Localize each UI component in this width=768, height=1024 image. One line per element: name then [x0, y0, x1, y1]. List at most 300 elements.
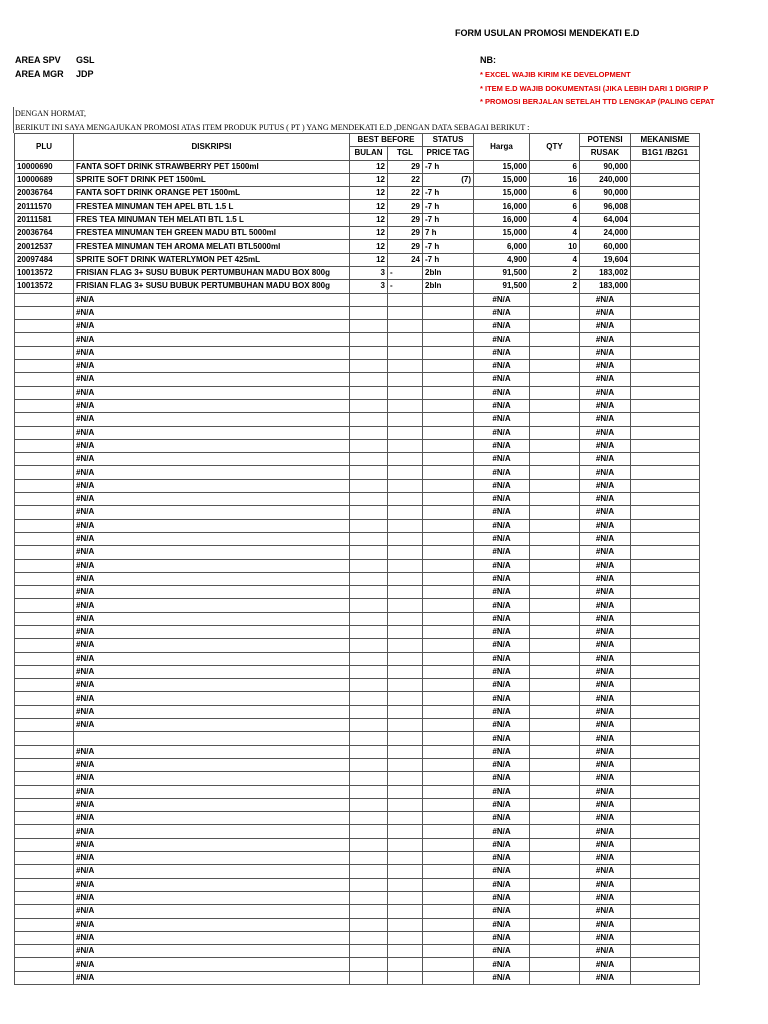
harga-cell: #N/A: [474, 931, 530, 944]
harga-cell: 6,000: [474, 240, 530, 253]
harga-cell: #N/A: [474, 785, 530, 798]
status-cell: [423, 852, 474, 865]
bulan-cell: [350, 679, 388, 692]
table-row: [15, 665, 700, 678]
status-cell: [423, 891, 474, 904]
harga-cell: 15,000: [474, 173, 530, 186]
qty-cell: [530, 705, 580, 718]
tgl-cell: [388, 466, 423, 479]
description-cell: FRESTEA MINUMAN TEH AROMA MELATI BTL5000ml: [74, 240, 350, 253]
tgl-cell: [388, 852, 423, 865]
harga-cell: #N/A: [474, 306, 530, 319]
status-cell: [423, 439, 474, 452]
status-cell: [423, 705, 474, 718]
table-row: [15, 333, 700, 346]
table-row: [15, 360, 700, 373]
description-cell: #N/A: [74, 453, 350, 466]
description-cell: #N/A: [74, 652, 350, 665]
status-cell: [423, 333, 474, 346]
tgl-cell: [388, 838, 423, 851]
status-cell: 2bln: [423, 266, 474, 279]
potensi-cell: #N/A: [580, 519, 631, 532]
qty-cell: [530, 386, 580, 399]
status-cell: [423, 692, 474, 705]
table-row: [15, 399, 700, 412]
tgl-cell: [388, 772, 423, 785]
bulan-cell: [350, 758, 388, 771]
qty-cell: [530, 293, 580, 306]
harga-cell: #N/A: [474, 878, 530, 891]
mekanisme-cell: [631, 200, 700, 213]
description-cell: #N/A: [74, 373, 350, 386]
plu-cell: [15, 586, 74, 599]
description-cell: #N/A: [74, 852, 350, 865]
bulan-cell: [350, 785, 388, 798]
potensi-cell: #N/A: [580, 958, 631, 971]
qty-cell: [530, 360, 580, 373]
description-cell: #N/A: [74, 838, 350, 851]
status-cell: [423, 745, 474, 758]
tgl-cell: [388, 453, 423, 466]
table-row: [15, 280, 700, 293]
table-row: [15, 945, 700, 958]
harga-cell: #N/A: [474, 692, 530, 705]
status-cell: [423, 625, 474, 638]
plu-cell: [15, 360, 74, 373]
harga-cell: #N/A: [474, 586, 530, 599]
description-cell: #N/A: [74, 493, 350, 506]
description-cell: #N/A: [74, 679, 350, 692]
table-row: [15, 386, 700, 399]
bulan-cell: [350, 958, 388, 971]
harga-cell: #N/A: [474, 546, 530, 559]
potensi-cell: #N/A: [580, 918, 631, 931]
harga-cell: #N/A: [474, 865, 530, 878]
status-cell: [423, 399, 474, 412]
bulan-cell: [350, 506, 388, 519]
tgl-cell: [388, 652, 423, 665]
status-cell: [423, 586, 474, 599]
plu-cell: [15, 413, 74, 426]
description-cell: #N/A: [74, 705, 350, 718]
qty-cell: [530, 373, 580, 386]
harga-cell: #N/A: [474, 532, 530, 545]
plu-cell: [15, 679, 74, 692]
description-cell: FRES TEA MINUMAN TEH MELATI BTL 1.5 L: [74, 213, 350, 226]
bulan-cell: [350, 918, 388, 931]
tgl-cell: [388, 878, 423, 891]
potensi-cell: #N/A: [580, 758, 631, 771]
status-cell: [423, 785, 474, 798]
bulan-cell: [350, 386, 388, 399]
table-row: [15, 958, 700, 971]
plu-cell: [15, 665, 74, 678]
status-cell: [423, 320, 474, 333]
description-cell: #N/A: [74, 426, 350, 439]
potensi-cell: #N/A: [580, 493, 631, 506]
bulan-cell: [350, 479, 388, 492]
mekanisme-cell: [631, 891, 700, 904]
left-border-line: [13, 107, 14, 133]
qty-cell: [530, 905, 580, 918]
tgl-cell: [388, 320, 423, 333]
harga-cell: #N/A: [474, 599, 530, 612]
qty-cell: [530, 612, 580, 625]
qty-cell: [530, 785, 580, 798]
table-row: [15, 705, 700, 718]
bulan-cell: [350, 306, 388, 319]
potensi-cell: #N/A: [580, 785, 631, 798]
mekanisme-cell: [631, 692, 700, 705]
qty-cell: [530, 320, 580, 333]
mekanisme-cell: [631, 599, 700, 612]
description-cell: SPRITE SOFT DRINK PET 1500mL: [74, 173, 350, 186]
description-cell: #N/A: [74, 479, 350, 492]
plu-cell: [15, 333, 74, 346]
harga-cell: #N/A: [474, 665, 530, 678]
header-status: STATUS: [423, 134, 474, 147]
mekanisme-cell: [631, 360, 700, 373]
table-row: [15, 785, 700, 798]
status-cell: [423, 306, 474, 319]
nb-note-1: * EXCEL WAJIB KIRIM KE DEVELOPMENT: [480, 70, 631, 79]
bulan-cell: 3: [350, 266, 388, 279]
potensi-cell: #N/A: [580, 360, 631, 373]
plu-cell: [15, 891, 74, 904]
qty-cell: [530, 852, 580, 865]
table-row: [15, 213, 700, 226]
qty-cell: [530, 878, 580, 891]
mekanisme-cell: [631, 413, 700, 426]
mekanisme-cell: [631, 266, 700, 279]
qty-cell: 4: [530, 253, 580, 266]
table-row: [15, 519, 700, 532]
status-cell: [423, 493, 474, 506]
potensi-cell: #N/A: [580, 599, 631, 612]
plu-cell: [15, 399, 74, 412]
header-deskripsi: DISKRIPSI: [74, 134, 350, 161]
bulan-cell: [350, 639, 388, 652]
harga-cell: #N/A: [474, 772, 530, 785]
bulan-cell: [350, 346, 388, 359]
potensi-cell: #N/A: [580, 665, 631, 678]
description-cell: #N/A: [74, 905, 350, 918]
bulan-cell: [350, 426, 388, 439]
description-cell: #N/A: [74, 931, 350, 944]
harga-cell: 16,000: [474, 213, 530, 226]
form-title: FORM USULAN PROMOSI MENDEKATI E.D: [455, 28, 640, 38]
qty-cell: [530, 945, 580, 958]
harga-cell: #N/A: [474, 439, 530, 452]
mekanisme-cell: [631, 825, 700, 838]
harga-cell: #N/A: [474, 625, 530, 638]
status-cell: -7 h: [423, 240, 474, 253]
description-cell: #N/A: [74, 772, 350, 785]
description-cell: #N/A: [74, 639, 350, 652]
potensi-cell: #N/A: [580, 373, 631, 386]
status-cell: [423, 546, 474, 559]
mekanisme-cell: [631, 253, 700, 266]
bulan-cell: [350, 532, 388, 545]
mekanisme-cell: [631, 532, 700, 545]
tgl-cell: [388, 572, 423, 585]
description-cell: SPRITE SOFT DRINK WATERLYMON PET 425mL: [74, 253, 350, 266]
status-cell: -7 h: [423, 253, 474, 266]
bulan-cell: 12: [350, 160, 388, 173]
potensi-cell: 183,002: [580, 266, 631, 279]
harga-cell: #N/A: [474, 466, 530, 479]
description-cell: #N/A: [74, 346, 350, 359]
plu-cell: [15, 719, 74, 732]
table-row: [15, 812, 700, 825]
plu-cell: [15, 293, 74, 306]
description-cell: FANTA SOFT DRINK STRAWBERRY PET 1500ml: [74, 160, 350, 173]
tgl-cell: [388, 519, 423, 532]
tgl-cell: [388, 373, 423, 386]
description-cell: #N/A: [74, 586, 350, 599]
harga-cell: #N/A: [474, 918, 530, 931]
mekanisme-cell: [631, 453, 700, 466]
table-row: [15, 320, 700, 333]
potensi-cell: #N/A: [580, 772, 631, 785]
harga-cell: 15,000: [474, 160, 530, 173]
description-cell: FANTA SOFT DRINK ORANGE PET 1500mL: [74, 187, 350, 200]
harga-cell: #N/A: [474, 758, 530, 771]
description-cell: #N/A: [74, 865, 350, 878]
potensi-cell: #N/A: [580, 931, 631, 944]
status-cell: [423, 758, 474, 771]
harga-cell: #N/A: [474, 333, 530, 346]
potensi-cell: 90,000: [580, 187, 631, 200]
mekanisme-cell: [631, 399, 700, 412]
tgl-cell: [388, 586, 423, 599]
potensi-cell: #N/A: [580, 639, 631, 652]
qty-cell: [530, 333, 580, 346]
table-row: [15, 652, 700, 665]
status-cell: [423, 665, 474, 678]
potensi-cell: #N/A: [580, 386, 631, 399]
potensi-cell: #N/A: [580, 612, 631, 625]
mekanisme-cell: [631, 652, 700, 665]
potensi-cell: 183,000: [580, 280, 631, 293]
header-qty: QTY: [530, 134, 580, 161]
plu-cell: [15, 572, 74, 585]
potensi-cell: #N/A: [580, 586, 631, 599]
mekanisme-cell: [631, 719, 700, 732]
qty-cell: [530, 732, 580, 745]
plu-cell: [15, 386, 74, 399]
table-row: [15, 506, 700, 519]
description-cell: #N/A: [74, 719, 350, 732]
harga-cell: 16,000: [474, 200, 530, 213]
qty-cell: [530, 413, 580, 426]
qty-cell: 2: [530, 280, 580, 293]
mekanisme-cell: [631, 918, 700, 931]
potensi-cell: #N/A: [580, 320, 631, 333]
plu-cell: 10013572: [15, 280, 74, 293]
plu-cell: [15, 838, 74, 851]
status-cell: [423, 426, 474, 439]
tgl-cell: [388, 333, 423, 346]
description-cell: #N/A: [74, 546, 350, 559]
plu-cell: [15, 306, 74, 319]
header-rusak: RUSAK: [580, 147, 631, 160]
potensi-cell: #N/A: [580, 559, 631, 572]
tgl-cell: [388, 958, 423, 971]
harga-cell: #N/A: [474, 559, 530, 572]
bulan-cell: [350, 559, 388, 572]
bulan-cell: [350, 413, 388, 426]
bulan-cell: [350, 373, 388, 386]
tgl-cell: [388, 479, 423, 492]
mekanisme-cell: [631, 546, 700, 559]
harga-cell: #N/A: [474, 413, 530, 426]
bulan-cell: 12: [350, 200, 388, 213]
harga-cell: #N/A: [474, 825, 530, 838]
mekanisme-cell: [631, 586, 700, 599]
description-cell: FRESTEA MINUMAN TEH GREEN MADU BTL 5000ml: [74, 227, 350, 240]
mekanisme-cell: [631, 705, 700, 718]
bulan-cell: [350, 612, 388, 625]
mekanisme-cell: [631, 333, 700, 346]
status-cell: [423, 559, 474, 572]
tgl-cell: 29: [388, 227, 423, 240]
status-cell: [423, 346, 474, 359]
mekanisme-cell: [631, 466, 700, 479]
table-row: [15, 745, 700, 758]
potensi-cell: 96,008: [580, 200, 631, 213]
status-cell: -7 h: [423, 160, 474, 173]
header-mekanisme-value: B1G1 /B2G1: [631, 147, 700, 160]
table-row: [15, 173, 700, 186]
harga-cell: 91,500: [474, 280, 530, 293]
tgl-cell: [388, 612, 423, 625]
potensi-cell: #N/A: [580, 825, 631, 838]
table-row: [15, 532, 700, 545]
harga-cell: #N/A: [474, 705, 530, 718]
harga-cell: #N/A: [474, 958, 530, 971]
table-row: [15, 373, 700, 386]
mekanisme-cell: [631, 878, 700, 891]
tgl-cell: [388, 732, 423, 745]
mekanisme-cell: [631, 958, 700, 971]
mekanisme-cell: [631, 931, 700, 944]
mekanisme-cell: [631, 785, 700, 798]
mekanisme-cell: [631, 439, 700, 452]
table-row: [15, 732, 700, 745]
potensi-cell: 240,000: [580, 173, 631, 186]
tgl-cell: [388, 825, 423, 838]
bulan-cell: [350, 971, 388, 984]
qty-cell: 6: [530, 160, 580, 173]
status-cell: [423, 772, 474, 785]
description-cell: FRESTEA MINUMAN TEH APEL BTL 1.5 L: [74, 200, 350, 213]
plu-cell: 20036764: [15, 227, 74, 240]
table-row: [15, 838, 700, 851]
bulan-cell: [350, 586, 388, 599]
description-cell: #N/A: [74, 360, 350, 373]
header-tgl: TGL: [388, 147, 423, 160]
potensi-cell: #N/A: [580, 413, 631, 426]
potensi-cell: #N/A: [580, 333, 631, 346]
qty-cell: [530, 346, 580, 359]
mekanisme-cell: [631, 758, 700, 771]
qty-cell: [530, 652, 580, 665]
status-cell: [423, 639, 474, 652]
bulan-cell: [350, 466, 388, 479]
potensi-cell: #N/A: [580, 546, 631, 559]
plu-cell: [15, 878, 74, 891]
tgl-cell: [388, 692, 423, 705]
status-cell: [423, 599, 474, 612]
status-cell: [423, 971, 474, 984]
potensi-cell: #N/A: [580, 745, 631, 758]
tgl-cell: 29: [388, 213, 423, 226]
intro-text: BERIKUT INI SAYA MENGAJUKAN PROMOSI ATAS ITEM PRODUK PUTUS ( PT ) YANG MENDEKATI E.D ,DENGAN DATA SEBAGAI BERIKUT :: [15, 123, 530, 132]
tgl-cell: [388, 905, 423, 918]
plu-cell: [15, 453, 74, 466]
harga-cell: #N/A: [474, 852, 530, 865]
tgl-cell: [388, 346, 423, 359]
status-cell: [423, 812, 474, 825]
bulan-cell: [350, 333, 388, 346]
bulan-cell: [350, 572, 388, 585]
table-row: [15, 719, 700, 732]
plu-cell: 20111570: [15, 200, 74, 213]
table-row: [15, 825, 700, 838]
description-cell: #N/A: [74, 798, 350, 811]
mekanisme-cell: [631, 732, 700, 745]
status-cell: [423, 453, 474, 466]
bulan-cell: [350, 745, 388, 758]
qty-cell: [530, 466, 580, 479]
tgl-cell: 29: [388, 240, 423, 253]
nb-note-3: * PROMOSI BERJALAN SETELAH TTD LENGKAP (PALING CEPAT: [480, 97, 715, 106]
harga-cell: #N/A: [474, 652, 530, 665]
mekanisme-cell: [631, 213, 700, 226]
table-row: [15, 918, 700, 931]
table-row: [15, 546, 700, 559]
plu-cell: 10000690: [15, 160, 74, 173]
status-cell: [423, 719, 474, 732]
bulan-cell: [350, 665, 388, 678]
mekanisme-cell: [631, 320, 700, 333]
tgl-cell: [388, 719, 423, 732]
table-row: [15, 453, 700, 466]
plu-cell: 20012537: [15, 240, 74, 253]
harga-cell: #N/A: [474, 453, 530, 466]
status-cell: -7 h: [423, 200, 474, 213]
potensi-cell: 64,004: [580, 213, 631, 226]
plu-cell: [15, 439, 74, 452]
mekanisme-cell: [631, 639, 700, 652]
table-row: [15, 439, 700, 452]
status-cell: [423, 798, 474, 811]
status-cell: [423, 293, 474, 306]
table-row: [15, 599, 700, 612]
table-row: [15, 905, 700, 918]
plu-cell: [15, 559, 74, 572]
header-harga: Harga: [474, 134, 530, 161]
table-row: [15, 266, 700, 279]
qty-cell: 6: [530, 187, 580, 200]
potensi-cell: #N/A: [580, 692, 631, 705]
plu-cell: [15, 692, 74, 705]
potensi-cell: #N/A: [580, 838, 631, 851]
greeting: DENGAN HORMAT,: [15, 109, 86, 118]
harga-cell: #N/A: [474, 798, 530, 811]
description-cell: #N/A: [74, 745, 350, 758]
